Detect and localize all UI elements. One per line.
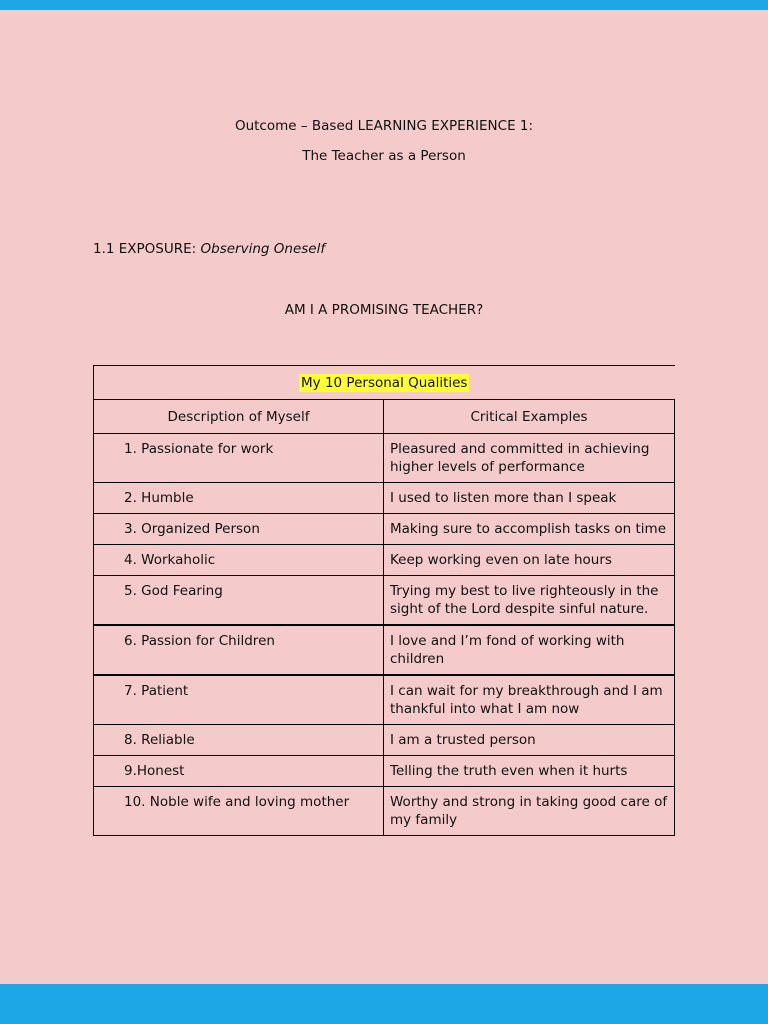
example-cell: Telling the truth even when it hurts (384, 756, 675, 787)
exposure-topic: Observing Oneself (200, 241, 326, 257)
example-cell: I used to listen more than I speak (384, 483, 675, 514)
example-cell: Keep working even on late hours (384, 545, 675, 576)
bottom-accent-bar (0, 984, 768, 1024)
example-cell: Trying my best to live righteously in the sight of the Lord despite sinful nature. (384, 576, 675, 626)
example-cell: I love and I’m fond of working with children (384, 625, 675, 675)
quality-cell: 9.Honest (94, 756, 384, 787)
table-row (94, 434, 675, 483)
example-cell: I can wait for my breakthrough and I am thankful into what I am now (384, 675, 675, 725)
table-row (94, 545, 675, 576)
section-heading: AM I A PROMISING TEACHER? (284, 302, 484, 318)
exposure-label: 1.1 EXPOSURE: (93, 241, 201, 257)
column-header-examples: Critical Examples (384, 400, 675, 434)
quality-cell: 2. Humble (94, 483, 384, 514)
table-row (94, 625, 675, 675)
quality-cell: 7. Patient (94, 675, 384, 725)
example-cell: Pleasured and committed in achieving higher levels of performance (384, 434, 675, 483)
quality-cell: 8. Reliable (94, 725, 384, 756)
quality-cell: 6. Passion for Children (94, 625, 384, 675)
column-header-description: Description of Myself (94, 400, 384, 434)
table-row (94, 787, 675, 836)
table-row (94, 576, 675, 626)
example-cell: I am a trusted person (384, 725, 675, 756)
document-title: Outcome – Based LEARNING EXPERIENCE 1: (234, 118, 534, 134)
document-subtitle: The Teacher as a Person (302, 148, 466, 164)
table-caption-cell (94, 366, 675, 400)
quality-cell: 1. Passionate for work (94, 434, 384, 483)
exposure-heading (93, 241, 325, 257)
quality-cell: 10. Noble wife and loving mother (94, 787, 384, 836)
table-row (94, 483, 675, 514)
table-caption: My 10 Personal Qualities (301, 374, 468, 391)
example-cell: Worthy and strong in taking good care of my family (384, 787, 675, 836)
quality-cell: 5. God Fearing (94, 576, 384, 626)
top-accent-bar (0, 0, 768, 10)
table-row (94, 725, 675, 756)
quality-cell: 4. Workaholic (94, 545, 384, 576)
table-row (94, 675, 675, 725)
quality-cell: 3. Organized Person (94, 514, 384, 545)
table-row (94, 514, 675, 545)
qualities-table (93, 365, 675, 836)
example-cell: Making sure to accomplish tasks on time (384, 514, 675, 545)
table-row (94, 756, 675, 787)
